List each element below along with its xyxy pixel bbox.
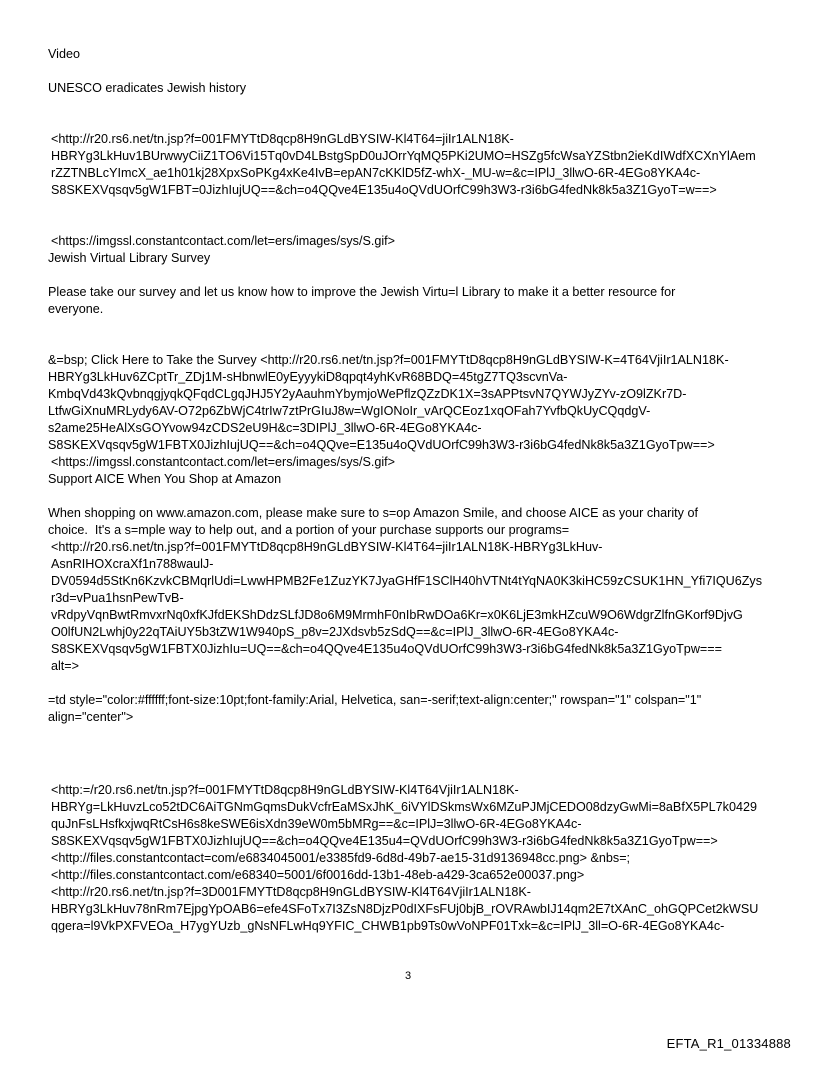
document-id: EFTA_R1_01334888: [666, 1036, 791, 1051]
headline: UNESCO eradicates Jewish history: [48, 81, 247, 95]
amazon-text: When shopping on www.amazon.com, please make sure to s=op Amazon Smile, and choose AICE as your charity of choice. It's a s=mple way to help out, and a portion of your purchase supports our programs=: [48, 506, 698, 537]
survey-link: &=bsp; Click Here to Take the Survey <http://r20.rs6.net/tn.jsp?f=001FMYTtD8qcp8H9nGLdBYSIW-K=4T64VjiIr1ALN18K- HBRYg3LkHuv6ZCptTr_ZDj1M-sHbnwlE0yEyyykiD8qpqt4yhKvR68BDQ=45tgZ7TQ3scvnVa- KmbqVd43kQvbnqgjyqkQFqdCLgqJHJ5Y2yAauhmYbymjoWePflzQZzDK1X=3sAPPtsvN7QYWJyZYv-zO9lZKr7D- LtfwGiXnuMRLydy6AV-O72p6ZbWjC4trIw7ztPrGIuJ8w=WgIONoIr_vArQCEoz1xqOFah7YvfbQkUyCQqdgV- s2ame25HeAlXsGOYvow94zCDS2eU9H&c=3DIPlJ_3llwO-6R-4EGo8YKA4c- S8SKEXVqsqv5gW1FBTX0JizhIujUQ==&ch=o4QQve=E135u4oQVdUOrfC99h3W3-r3i6bG4fedNk8k5a3Z1GyoTpw==>: [48, 353, 729, 452]
tracking-link-1: <http://r20.rs6.net/tn.jsp?f=001FMYTtD8qcp8H9nGLdBYSIW-Kl4T64=jiIr1ALN18K- HBRYg3LkHuv1BUrwwyCiiZ1TO6Vi15Tq0vD4LBstgSpD0uJOrrYqMQ5PKi2UMO=HSZg5fcWsaYZStbn2ieKdIWdfXCXnYlAem rZZTNBLcYImcX_ae1h01kj28XpxSoPKg4xKe4IvB=epAN7cKKlD5fZ-whX-_MU-w=&c=IPlJ_3llwO-6R-4EGo8YKA4c- S8SKEXVqsqv5gW1FBT=0JizhIujUQ==&ch=o4QQve4E135u4oQVdUOrfC99h3W3-r3i6bG4fedNk8k5a3Z1GyoT=w==>: [51, 132, 756, 197]
amazon-title: Support AICE When You Shop at Amazon: [48, 472, 282, 486]
amazon-link: <http://r20.rs6.net/tn.jsp?f=001FMYTtD8qcp8H9nGLdBYSIW-Kl4T64=jiIr1ALN18K-HBRYg3LkHuv- AsnRIHOXcraXf1n788waulJ- DV0594d5StKn6KzvkCBMqrlUdi=LwwHPMB2Fe1ZuzYK7JyaGHfF1SClH40hVTNt4tYqNA0K3kiHC59zCSUK1HN_Yfi7IQU6Zys r3d=vPua1hsnPewTvB- vRdpyVqnBwtRmvxrNq0xfKJfdEKShDdzSLfJD8o6M9MrmhF0nIbRwDOa6Kr=x0K6LjE3mkHZcuW9O6WdgrZlfnGKorf9DjvG O0lfUN2Lwhj0y22qTAiUY5b3tZW1W940pS_p8v=2JXdsvb5zSdQ==&c=IPlJ_3llwO-6R-4EGo8YKA4c- S8SKEXVqsqv5gW1FBTX0JizhIu=UQ==&ch=o4QQve4E135u4oQVdUOrfC99h3W3-r3i6bG4fedNk8k5a3Z1GyoTpw=== alt=>: [51, 540, 763, 673]
image-link-1: <https://imgssl.constantcontact.com/let=ers/images/sys/S.gif>: [51, 234, 396, 248]
page-number: 3: [404, 970, 412, 982]
final-links: <http:=/r20.rs6.net/tn.jsp?f=001FMYTtD8qcp8H9nGLdBYSIW-Kl4T64VjiIr1ALN18K- HBRYg=LkHuvzLco52tDC6AiTGNmGqmsDukVcfrEaMSxJhK_6iVYlDSkmsWx6MZuPJMjCEDO08dzyGwMi=8aBfX5PL7k0429 quJnFsLHsfkxjwqRtCsH6s8keSWE6isXdn39eW0m5bMRg==&c=IPlJ=3llwO-6R-4EGo8YKA4c- S8SKEXVqsqv5gW1FBTX0JizhIujUQ==&ch=o4QQve4E135u4=QVdUOrfC99h3W3-r3i6bG4fedNk8k5a3Z1GyoTpw==> <http://files.constantcontact=com/e6834045001/e3385fd9-6d8d-49b7-ae15-31d9136948cc.png> &nbs=; <http://files.constantcontact.com/e68340=5001/6f0016dd-13b1-48eb-a429-3ca652e00037.png> <http://r20.rs6.net/tn.jsp?f=3D001FMYTtD8qcp8H9nGLdBYSIW-Kl4T64VjiIr1ALN18K- HBRYg3LkHuv78nRm7EjpgYpOAB6=efe4SFoTx7I3ZsN8DjzP0dIXFsFUj0bjB_rOVRAwbIJ14qm2E7tXAnC_ohGQPCet2kWSU qgera=l9VkPXFVEOa_H7ygYUzb_gNsNFLwHq9YFIC_CHWB1pb9Ts0wVoNPF01Txk=&c=IPlJ_3ll=O-6R-4EGo8YKA4c-: [51, 783, 759, 933]
video-label: Video: [48, 47, 80, 61]
td-style-fragment: =td style="color:#ffffff;font-size:10pt;font-family:Arial, Helvetica, san=-serif;text-align:center;" rowspan="1" colspan="1" align="center">: [48, 693, 702, 724]
survey-text: Please take our survey and let us know how to improve the Jewish Virtu=l Library to make it a better resource for everyone.: [48, 285, 676, 316]
email-body: [48, 46, 776, 935]
survey-title: Jewish Virtual Library Survey: [48, 251, 211, 265]
image-link-2: <https://imgssl.constantcontact.com/let=ers/images/sys/S.gif>: [51, 455, 396, 469]
